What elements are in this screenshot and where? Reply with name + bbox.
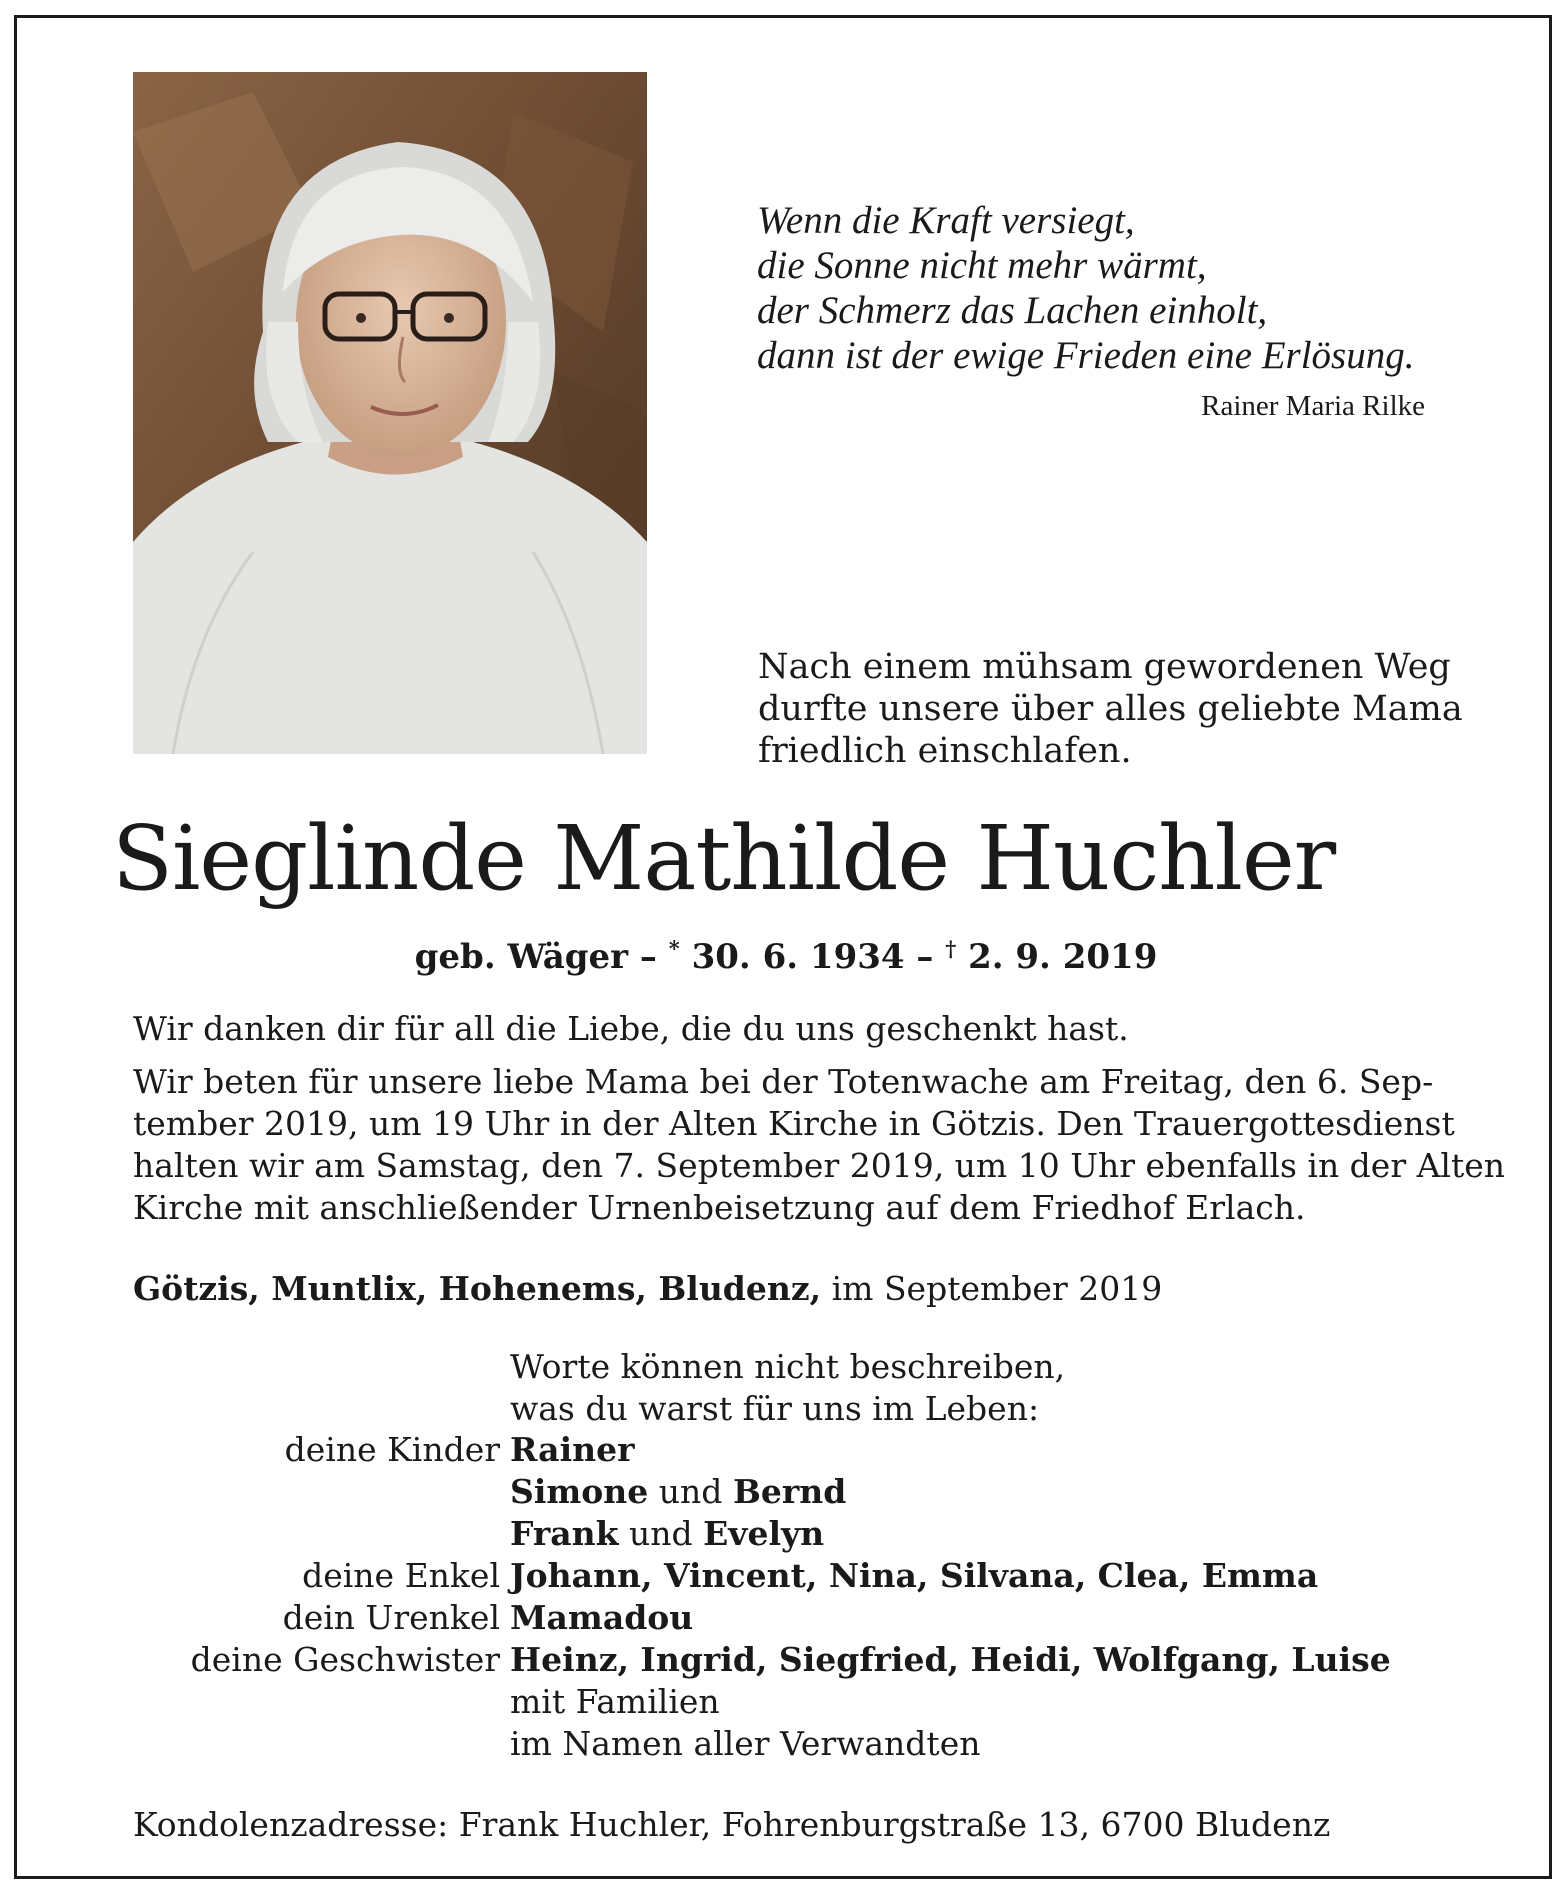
all-relatives: im Namen aller Verwandten <box>510 1724 981 1763</box>
month-year: im September 2019 <box>831 1269 1163 1308</box>
condolence-address: Kondolenzadresse: Frank Huchler, Fohrenburgstraße 13, 6700 Bludenz <box>133 1805 1331 1844</box>
separator: – <box>916 937 934 977</box>
birth-date: 30. 6. 1934 <box>691 937 905 977</box>
separator: – <box>639 937 657 977</box>
grandchildren-names: Johann, Vincent, Nina, Silvana, Clea, Emma <box>510 1556 1319 1595</box>
intro-text <box>758 646 1478 772</box>
portrait-photo <box>133 72 647 754</box>
family-intro-line: Worte können nicht beschreiben, <box>510 1347 1066 1386</box>
intro-line: friedlich einschlafen. <box>758 731 1132 771</box>
with-families: mit Familien <box>510 1682 720 1721</box>
intro-line: Nach einem mühsam gewordenen Weg <box>758 647 1451 687</box>
greatgrandchild-name: Mamadou <box>510 1598 694 1637</box>
death-symbol: † <box>945 936 957 961</box>
role-siblings: deine Geschwister <box>190 1640 500 1679</box>
service-line: Kirche mit anschließender Urnenbeisetzung auf dem Friedhof Erlach. <box>133 1188 1306 1227</box>
child-name: Simone <box>510 1472 649 1511</box>
service-line: Wir beten für unsere liebe Mama bei der Totenwache am Freitag, den 6. Sep- <box>133 1062 1434 1101</box>
family-row <box>17 1682 1555 1724</box>
quote-block <box>757 198 1437 423</box>
child-name: Frank <box>510 1514 619 1553</box>
quote-line: Wenn die Kraft versiegt, <box>757 199 1135 242</box>
service-text <box>133 1061 1505 1229</box>
child-name: Rainer <box>510 1430 635 1469</box>
quote-line: der Schmerz das Lachen einholt, <box>757 289 1268 332</box>
family-list <box>17 1430 1555 1766</box>
role-children: deine Kinder <box>284 1430 500 1469</box>
places: Götzis, Muntlix, Hohenems, Bludenz, <box>133 1269 822 1308</box>
quote-line: dann ist der ewige Frieden eine Erlösung. <box>757 334 1415 377</box>
siblings-names: Heinz, Ingrid, Siegfried, Heidi, Wolfgang, Luise <box>510 1640 1391 1679</box>
family-intro-line: was du warst für uns im Leben: <box>510 1389 1040 1428</box>
family-intro <box>510 1346 1065 1430</box>
service-line: tember 2019, um 19 Uhr in der Alten Kirche in Götzis. Den Trauergottesdienst <box>133 1104 1455 1143</box>
family-row <box>17 1556 1555 1598</box>
quote-author: Rainer Maria Rilke <box>1201 390 1425 422</box>
quote-line: die Sonne nicht mehr wärmt, <box>757 244 1207 287</box>
role-grandchildren: deine Enkel <box>302 1556 500 1595</box>
and-word: und <box>628 1514 693 1553</box>
death-date: 2. 9. 2019 <box>968 937 1158 977</box>
thanks-text: Wir danken dir für all die Liebe, die du uns geschenkt hast. <box>133 1009 1129 1048</box>
family-row <box>17 1640 1555 1682</box>
and-word: und <box>658 1472 723 1511</box>
birth-symbol: * <box>668 936 680 961</box>
role-greatgrandchild: dein Urenkel <box>282 1598 500 1637</box>
family-row <box>17 1724 1555 1766</box>
intro-line: durfte unsere über alles geliebte Mama <box>758 689 1463 729</box>
service-line: halten wir am Samstag, den 7. September 2019, um 10 Uhr ebenfalls in der Alten <box>133 1146 1506 1185</box>
family-row <box>17 1472 1555 1514</box>
family-row <box>17 1430 1555 1472</box>
partner-name: Bernd <box>732 1472 847 1511</box>
family-row <box>17 1514 1555 1556</box>
deceased-name: Sieglinde Mathilde Huchler <box>112 806 1336 910</box>
born-name: geb. Wäger <box>414 937 629 977</box>
portrait-illustration <box>133 72 647 754</box>
life-dates <box>17 936 1555 977</box>
partner-name: Evelyn <box>703 1514 825 1553</box>
obituary-frame <box>14 15 1552 1879</box>
family-row <box>17 1598 1555 1640</box>
place-date <box>133 1268 1162 1310</box>
